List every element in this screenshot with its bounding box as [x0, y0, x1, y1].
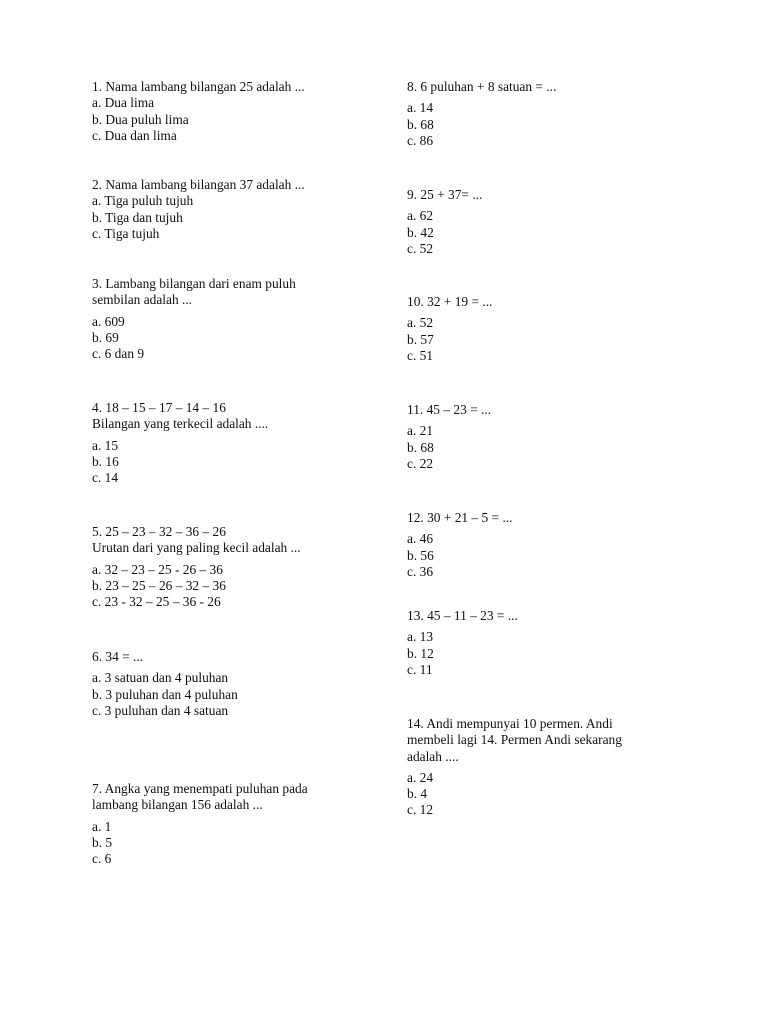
- answer-options: [407, 315, 677, 364]
- answer-options: [92, 314, 377, 363]
- option-c: c. 86: [407, 132, 434, 148]
- question-stem: Bilangan yang terkecil adalah ....: [92, 416, 269, 432]
- question-11: [407, 402, 677, 472]
- question-1: [92, 79, 377, 144]
- question-stem: 2. Nama lambang bilangan 37 adalah ...: [92, 177, 305, 192]
- question-stem: 13. 45 – 11 – 23 = ...: [407, 608, 518, 623]
- question-10: [407, 294, 677, 364]
- question-5: [92, 524, 377, 610]
- option-c: c. 12: [407, 802, 434, 818]
- option-b: b. 68: [407, 439, 434, 455]
- option-b: b. 69: [92, 329, 119, 345]
- option-c: c. Dua dan lima: [92, 127, 177, 143]
- question-9: [407, 187, 677, 257]
- option-b: b. 68: [407, 116, 434, 132]
- answer-options: [407, 629, 677, 678]
- option-a: a. 21: [407, 423, 434, 439]
- option-c: c. 52: [407, 240, 434, 256]
- option-c: c. 14: [92, 470, 119, 486]
- question-stem: 10. 32 + 19 = ...: [407, 294, 493, 309]
- option-b: b. Dua puluh lima: [92, 111, 189, 127]
- question-stem: adalah ....: [407, 748, 459, 764]
- answer-options: [92, 562, 377, 611]
- question-stem: 6. 34 = ...: [92, 649, 144, 664]
- option-c: c. 36: [407, 563, 434, 579]
- option-b: b. Tiga dan tujuh: [92, 209, 183, 225]
- answer-options: [92, 95, 377, 144]
- question-4: [92, 400, 377, 486]
- question-stem: sembilan adalah ...: [92, 292, 193, 308]
- option-a: a. 46: [407, 531, 434, 547]
- option-a: a. 32 – 23 – 25 - 26 – 36: [92, 561, 223, 577]
- answer-options: [92, 193, 377, 242]
- option-a: a. 52: [407, 315, 434, 331]
- question-stem: 9. 25 + 37= ...: [407, 187, 483, 202]
- answer-options: [407, 208, 677, 257]
- question-8: [407, 79, 677, 149]
- question-7: [92, 781, 377, 867]
- option-c: c. 6: [92, 851, 112, 867]
- question-stem: 1. Nama lambang bilangan 25 adalah ...: [92, 79, 305, 94]
- option-a: a. Tiga puluh tujuh: [92, 193, 194, 209]
- option-a: a. 1: [92, 818, 112, 834]
- question-stem: lambang bilangan 156 adalah ...: [92, 797, 263, 813]
- option-a: a. 3 satuan dan 4 puluhan: [92, 670, 229, 686]
- question-stem: membeli lagi 14. Permen Andi sekarang: [407, 732, 622, 748]
- answer-options: [92, 819, 377, 868]
- question-stem: 3. Lambang bilangan dari enam puluh: [92, 276, 296, 291]
- option-a: a. 62: [407, 208, 434, 224]
- question-stem: 5. 25 – 23 – 32 – 36 – 26: [92, 524, 226, 539]
- option-c: c. 11: [407, 661, 433, 677]
- option-c: c. 23 - 32 – 25 – 36 - 26: [92, 594, 221, 610]
- question-stem: 4. 18 – 15 – 17 – 14 – 16: [92, 400, 226, 415]
- option-a: a. 14: [407, 100, 434, 116]
- question-13: [407, 608, 677, 678]
- answer-options: [407, 770, 677, 819]
- option-c: c. 22: [407, 455, 434, 471]
- option-c: c. Tiga tujuh: [92, 225, 160, 241]
- option-b: b. 23 – 25 – 26 – 32 – 36: [92, 577, 226, 593]
- question-stem: 7. Angka yang menempati puluhan pada: [92, 781, 308, 796]
- option-b: b. 12: [407, 645, 434, 661]
- option-b: b. 5: [92, 834, 113, 850]
- option-b: b. 16: [92, 453, 119, 469]
- option-a: a. Dua lima: [92, 95, 155, 111]
- option-c: c. 6 dan 9: [92, 346, 145, 362]
- answer-options: [407, 531, 677, 580]
- question-stem: Urutan dari yang paling kecil adalah ...: [92, 540, 301, 556]
- question-2: [92, 177, 377, 242]
- answer-options: [407, 100, 677, 149]
- option-b: b. 56: [407, 547, 434, 563]
- answer-options: [92, 438, 377, 487]
- question-14: [407, 716, 677, 819]
- option-a: a. 13: [407, 629, 434, 645]
- option-b: b. 42: [407, 224, 434, 240]
- option-c: c. 51: [407, 347, 434, 363]
- question-stem: 12. 30 + 21 – 5 = ...: [407, 510, 513, 525]
- answer-options: [407, 423, 677, 472]
- question-12: [407, 510, 677, 580]
- option-a: a. 609: [92, 313, 125, 329]
- option-c: c. 3 puluhan dan 4 satuan: [92, 702, 229, 718]
- question-stem: 11. 45 – 23 = ...: [407, 402, 492, 417]
- question-6: [92, 649, 377, 719]
- question-3: [92, 276, 377, 362]
- question-stem: 14. Andi mempunyai 10 permen. Andi: [407, 716, 613, 731]
- option-a: a. 24: [407, 769, 434, 785]
- option-b: b. 57: [407, 331, 434, 347]
- option-b: b. 3 puluhan dan 4 puluhan: [92, 686, 238, 702]
- question-stem: 8. 6 puluhan + 8 satuan = ...: [407, 79, 557, 94]
- answer-options: [92, 670, 377, 719]
- option-a: a. 15: [92, 437, 119, 453]
- option-b: b. 4: [407, 786, 428, 802]
